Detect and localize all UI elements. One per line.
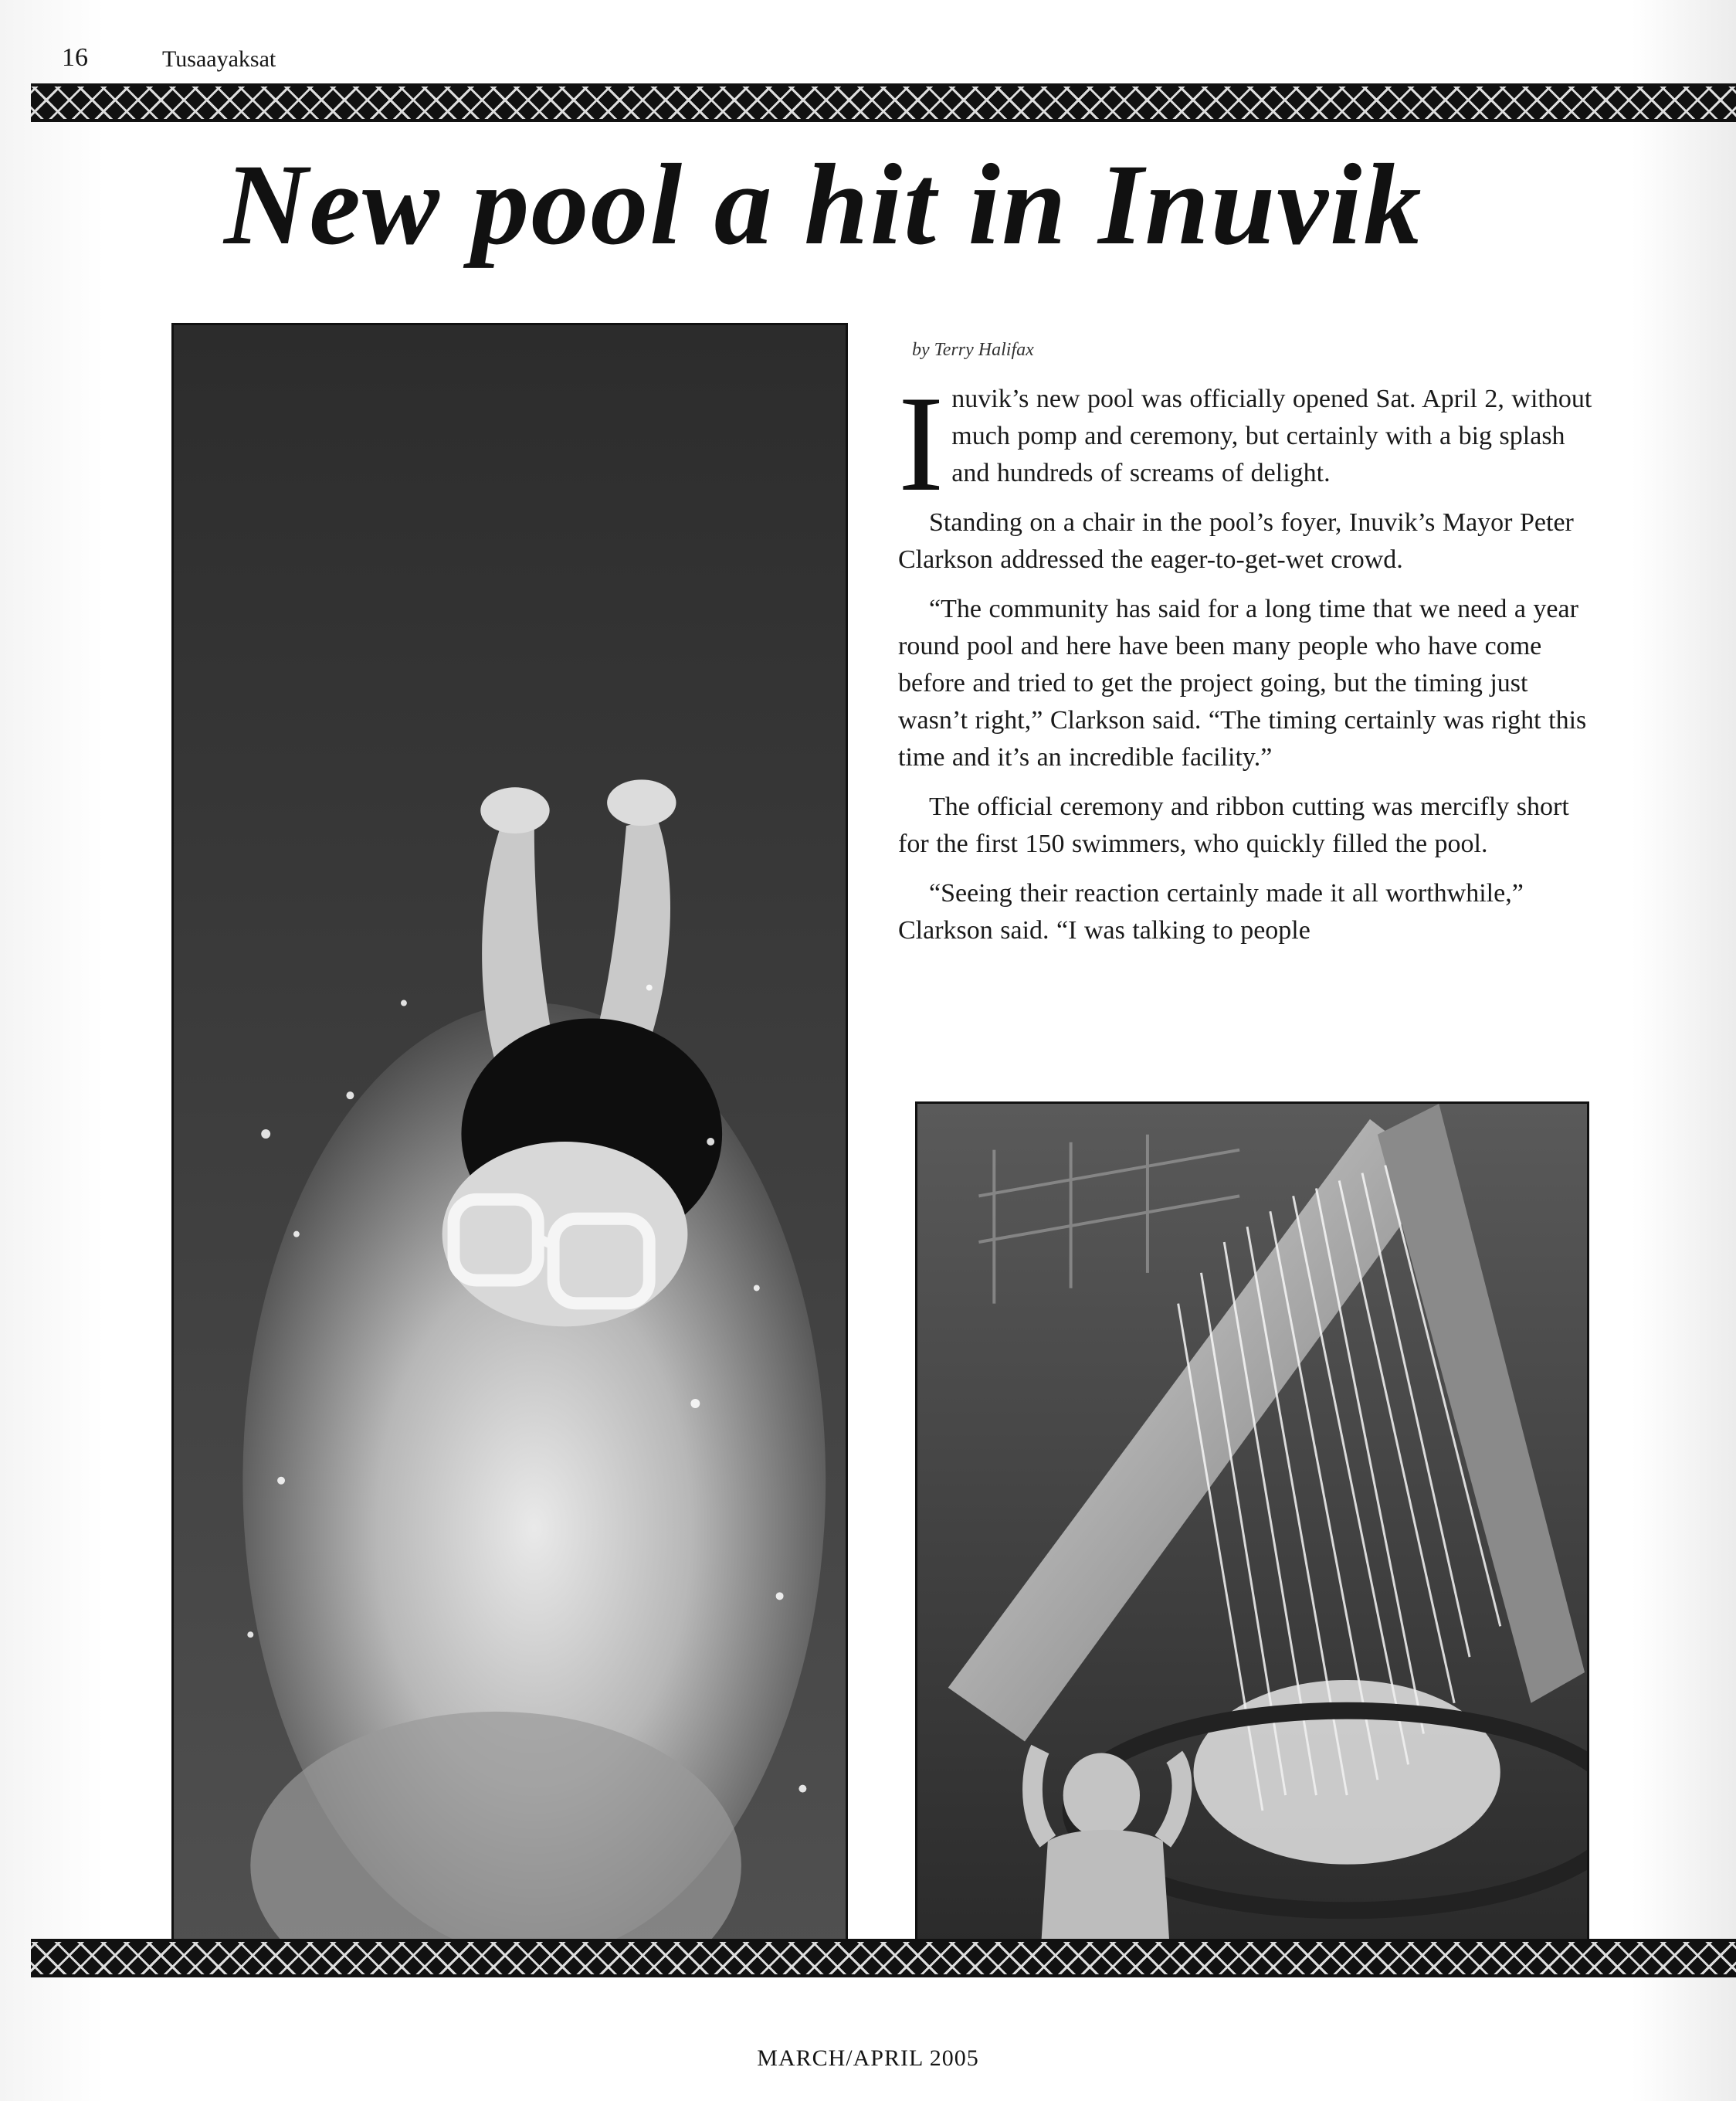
article-paragraph: The official ceremony and ribbon cutting was mercifly short for the first 150 swimmers, who quickly filled the pool. bbox=[898, 793, 1569, 858]
article-paragraph: Standing on a chair in the pool’s foyer, Inuvik’s Mayor Peter Clarkson addressed the eager-to-get-wet crowd. bbox=[898, 508, 1574, 574]
article-headline: New pool a hit in Inuvik bbox=[224, 141, 1423, 269]
article-paragraph: “Seeing their reaction certainly made it all worthwhile,” Clarkson said. “I was talking to people bbox=[898, 879, 1524, 945]
article-paragraph bbox=[898, 367, 1593, 520]
photo-swimmer-with-goggles bbox=[171, 323, 848, 1962]
decorative-border-bottom bbox=[31, 1939, 1736, 1977]
byline: by Terry Halifax bbox=[912, 340, 1034, 360]
photo-child-under-water-spray bbox=[915, 1101, 1589, 1962]
decorative-border-top bbox=[31, 83, 1736, 122]
page-number: 16 bbox=[62, 43, 88, 72]
article-paragraph: “The community has said for a long time that we need a year round pool and here have been many people who have come before and tried to get the project going, but the timing just wasn’t right,” Clarkson said. “The timing certainly was right this time and it’s an incredible facility.” bbox=[898, 595, 1587, 772]
paragraph-text: nuvik’s new pool was officially opened Sat. April 2, without much pomp and ceremony, but certainly with a big splash and hundreds of screams of delight. bbox=[951, 385, 1592, 487]
publication-name: Tusaayaksat bbox=[162, 46, 276, 72]
drop-cap: I bbox=[898, 367, 944, 520]
article-body bbox=[898, 340, 1593, 962]
issue-date-footer: MARCH/APRIL 2005 bbox=[757, 2045, 979, 2071]
